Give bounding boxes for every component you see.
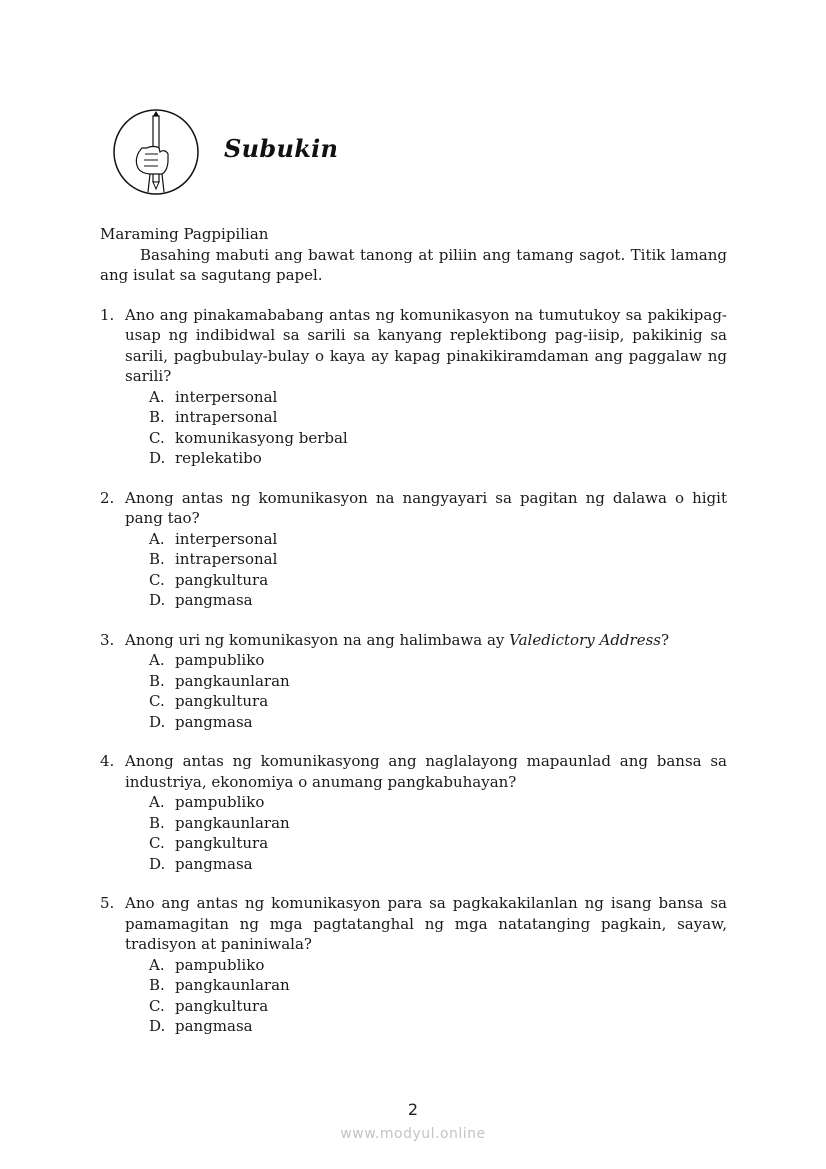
choice-letter: A.: [149, 387, 165, 406]
choice-letter: A.: [149, 529, 165, 548]
question-text: Anong antas ng komunikasyon na nangyayari sa pagitan ng dalawa o higit pang tao?: [125, 488, 727, 527]
instructions: Basahing mabuti ang bawat tanong at piliin ang tamang sagot. Titik lamang ang isulat sa sagutang papel.: [100, 245, 727, 284]
choice-d: [100, 448, 727, 469]
choice-letter: B.: [149, 408, 165, 426]
question-text: Anong antas ng komunikasyong ang naglalayong mapaunlad ang bansa sa industriya, ekonomiya o anumang pangkabuhayan?: [125, 752, 727, 791]
choice-letter: A.: [149, 955, 165, 974]
question-3: [100, 630, 727, 733]
choice-b: [100, 975, 727, 996]
question-text-end: ?: [660, 630, 670, 649]
choice-text: komunikasyong berbal: [175, 428, 348, 447]
question-number: 5.: [100, 894, 115, 912]
choice-letter: C.: [149, 834, 165, 852]
choice-b: [100, 813, 727, 834]
choice-text: intrapersonal: [175, 550, 278, 568]
question-number: 1.: [100, 305, 115, 324]
choice-text: pangmasa: [175, 1017, 253, 1035]
choice-letter: B.: [149, 671, 165, 690]
choice-text: pangkaunlaran: [175, 976, 290, 994]
question-text: Ano ang pinakamababang antas ng komunikasyon na tumutukoy sa pakikipag-usap ng indibidwal sa sarili sa kanyang replektibong pag-iisip, pakikinig sa sarili, pagbubulay-bulay o kaya ay kapag pinakikiramdaman ang paggalaw ng sarili?: [125, 305, 727, 385]
choice-text: pangkultura: [175, 834, 269, 852]
question-5: [100, 893, 727, 1037]
choice-a: [100, 387, 727, 408]
choice-letter: B.: [149, 550, 165, 568]
page-number: 2: [407, 1100, 419, 1119]
choice-b: [100, 549, 727, 570]
choice-c: [100, 428, 727, 449]
choice-text: interpersonal: [175, 387, 278, 406]
hand-holding-pencil-icon: [112, 108, 200, 196]
choice-letter: D.: [149, 712, 166, 731]
watermark: www.modyul.online: [340, 1126, 486, 1142]
choice-text: pangkultura: [175, 692, 269, 710]
choice-c: [100, 570, 727, 591]
choice-letter: D.: [149, 591, 166, 609]
choice-text: pampubliko: [175, 651, 265, 669]
choice-c: [100, 996, 727, 1017]
choice-a: [100, 792, 727, 813]
choice-letter: D.: [149, 1017, 166, 1035]
choice-letter: B.: [149, 813, 165, 832]
choice-d: [100, 1016, 727, 1037]
choice-b: [100, 671, 727, 692]
choice-letter: C.: [149, 570, 165, 589]
question-number: 3.: [100, 630, 115, 649]
choice-letter: D.: [149, 449, 166, 467]
choice-d: [100, 854, 727, 875]
choice-c: [100, 833, 727, 854]
question-2: [100, 488, 727, 611]
question-text-plain: Anong uri ng komunikasyon na ang halimbawa ay: [125, 630, 510, 649]
question-number: 2.: [100, 488, 115, 507]
choice-text: pangmasa: [175, 854, 253, 873]
choice-letter: D.: [149, 854, 166, 873]
choice-d: [100, 590, 727, 611]
choice-a: [100, 529, 727, 550]
choice-letter: C.: [149, 996, 165, 1015]
choice-letter: A.: [149, 793, 165, 811]
choice-text: pangkaunlaran: [175, 671, 290, 690]
choice-letter: A.: [149, 651, 165, 669]
choice-letter: C.: [149, 692, 165, 710]
choice-text: pangmasa: [175, 712, 253, 731]
choice-text: pangkultura: [175, 996, 269, 1015]
choice-text: pangkultura: [175, 570, 269, 589]
choice-text: interpersonal: [175, 529, 278, 548]
section-title: Subukin: [224, 134, 339, 163]
section-header: [112, 107, 200, 197]
choice-text: pampubliko: [175, 955, 265, 974]
choice-text: intrapersonal: [175, 408, 278, 426]
choice-d: [100, 712, 727, 733]
choice-text: pangkaunlaran: [175, 813, 290, 832]
choice-text: replekatibo: [175, 449, 262, 467]
question-text: [125, 630, 727, 651]
quiz-content: [100, 224, 727, 1037]
choice-letter: B.: [149, 976, 165, 994]
section-label: Maraming Pagpipilian: [100, 225, 269, 243]
question-4: [100, 751, 727, 874]
question-text-italic: Valedictory Address: [509, 630, 661, 649]
question-number: 4.: [100, 752, 115, 770]
choice-a: [100, 650, 727, 671]
choice-c: [100, 691, 727, 712]
choice-letter: C.: [149, 428, 165, 447]
choice-b: [100, 407, 727, 428]
choice-a: [100, 955, 727, 976]
choice-text: pangmasa: [175, 591, 253, 609]
choice-text: pampubliko: [175, 793, 265, 811]
question-text: Ano ang antas ng komunikasyon para sa pagkakakilanlan ng isang bansa sa pamamagitan ng mga pagtatanghal ng mga natatanging pagkain, sayaw, tradisyon at paniniwala?: [125, 894, 727, 953]
question-1: [100, 305, 727, 469]
